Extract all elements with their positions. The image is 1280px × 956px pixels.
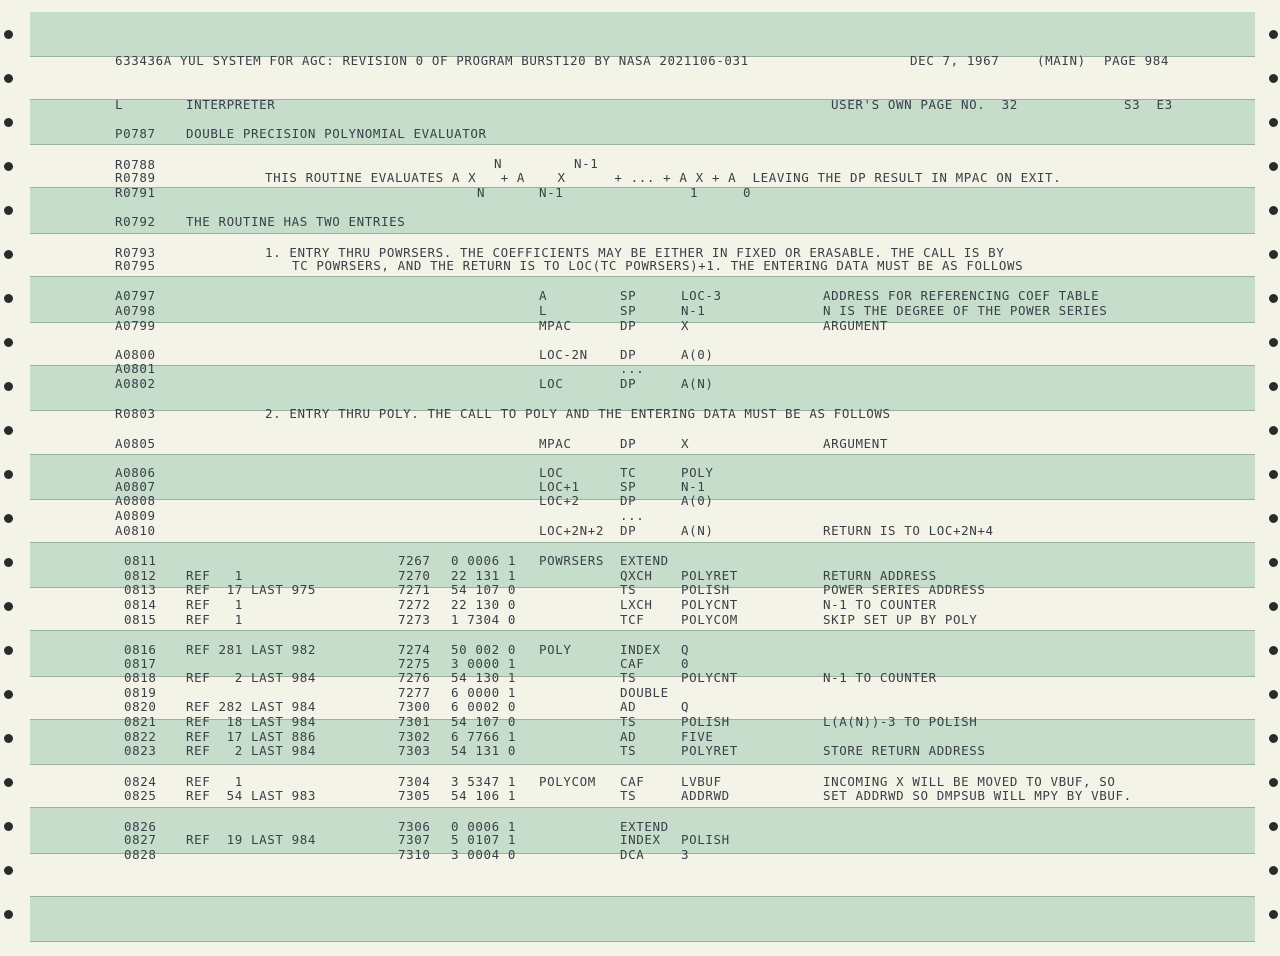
- octal-code-field: 54 107 0: [451, 582, 517, 597]
- opcode-field: TCF: [620, 612, 645, 627]
- address-field: 7303: [398, 743, 431, 758]
- operand-field: 3: [681, 847, 690, 862]
- opcode-field: SP: [620, 288, 637, 303]
- reference-field: REF 17 LAST 886: [186, 729, 317, 744]
- band-rule: [30, 276, 1255, 277]
- operand-field: N-1: [681, 479, 706, 494]
- octal-code-field: 54 106 1: [451, 788, 517, 803]
- address-field: 7275: [398, 656, 431, 671]
- opcode-field: CAF: [620, 656, 645, 671]
- octal-code-field: 3 0000 1: [451, 656, 517, 671]
- octal-code-field: 22 130 0: [451, 597, 517, 612]
- operand-field: Q: [681, 642, 690, 657]
- band-rule: [30, 542, 1255, 543]
- line-number: R0803: [115, 406, 156, 421]
- comment-field: POWER SERIES ADDRESS: [823, 582, 986, 597]
- feed-hole: [4, 74, 13, 83]
- line-number: 0826: [124, 819, 157, 834]
- feed-hole: [1269, 470, 1278, 479]
- opcode-field: DP: [620, 493, 637, 508]
- location-field: POLY: [539, 642, 572, 657]
- feed-hole: [1269, 118, 1278, 127]
- location-field: LOC+1: [539, 479, 580, 494]
- log-code: L: [115, 97, 124, 112]
- line-number: 0817: [124, 656, 157, 671]
- location-field: L: [539, 303, 548, 318]
- reference-field: REF 19 LAST 984: [186, 832, 317, 847]
- operand-field: POLISH: [681, 582, 730, 597]
- line-number: 0811: [124, 553, 157, 568]
- line-number: 0820: [124, 699, 157, 714]
- feed-hole: [1269, 74, 1278, 83]
- reference-field: REF 18 LAST 984: [186, 714, 317, 729]
- feed-hole: [4, 30, 13, 39]
- opcode-field: DP: [620, 523, 637, 538]
- opcode-field: INDEX: [620, 642, 661, 657]
- address-field: 7272: [398, 597, 431, 612]
- address-field: 7273: [398, 612, 431, 627]
- reference-field: REF 17 LAST 975: [186, 582, 317, 597]
- address-field: 7270: [398, 568, 431, 583]
- location-field: LOC: [539, 376, 564, 391]
- header-id-line: 633436A YUL SYSTEM FOR AGC: REVISION 0 OF PROGRAM BURST120 BY NASA 2021106-031: [115, 53, 749, 68]
- operand-field: POLYCNT: [681, 670, 738, 685]
- octal-code-field: 54 130 1: [451, 670, 517, 685]
- feed-hole: [4, 338, 13, 347]
- operand-field: POLYCOM: [681, 612, 738, 627]
- feed-hole: [1269, 294, 1278, 303]
- location-field: POLYCOM: [539, 774, 596, 789]
- opcode-field: TC: [620, 465, 637, 480]
- line-number: 0814: [124, 597, 157, 612]
- green-band: [30, 897, 1255, 941]
- operand-field: POLISH: [681, 714, 730, 729]
- feed-hole: [4, 470, 13, 479]
- line-number: A0810: [115, 523, 156, 538]
- line-number: 0827: [124, 832, 157, 847]
- operand-field: A(N): [681, 376, 714, 391]
- opcode-field: SP: [620, 479, 637, 494]
- comment-field: RETURN ADDRESS: [823, 568, 937, 583]
- octal-code-field: 6 0000 1: [451, 685, 517, 700]
- location-field: LOC-2N: [539, 347, 588, 362]
- octal-code-field: 54 131 0: [451, 743, 517, 758]
- reference-field: REF 1: [186, 568, 243, 583]
- feed-hole: [1269, 558, 1278, 567]
- line-number: A0801: [115, 361, 156, 376]
- remark-text: DOUBLE PRECISION POLYNOMIAL EVALUATOR: [186, 126, 487, 141]
- superscript-n-minus-1: N-1: [574, 156, 599, 171]
- line-number: 0819: [124, 685, 157, 700]
- line-number: A0799: [115, 318, 156, 333]
- band-rule: [30, 499, 1255, 500]
- feed-hole: [1269, 690, 1278, 699]
- octal-code-field: 0 0006 1: [451, 553, 517, 568]
- comment-field: L(A(N))-3 TO POLISH: [823, 714, 978, 729]
- band-rule: [30, 896, 1255, 897]
- log-section: INTERPRETER: [186, 97, 276, 112]
- feed-hole: [4, 514, 13, 523]
- feed-hole: [4, 162, 13, 171]
- location-field: MPAC: [539, 436, 572, 451]
- operand-field: POLYCNT: [681, 597, 738, 612]
- comment-field: SET ADDRWD SO DMPSUB WILL MPY BY VBUF.: [823, 788, 1132, 803]
- address-field: 7310: [398, 847, 431, 862]
- operand-field: LVBUF: [681, 774, 722, 789]
- line-number: A0805: [115, 436, 156, 451]
- feed-hole: [4, 734, 13, 743]
- band-rule: [30, 144, 1255, 145]
- line-number: 0812: [124, 568, 157, 583]
- line-number: A0806: [115, 465, 156, 480]
- line-number: R0791: [115, 185, 156, 200]
- operand-field: Q: [681, 699, 690, 714]
- opcode-field: LXCH: [620, 597, 653, 612]
- feed-hole: [4, 646, 13, 655]
- operand-field: POLYRET: [681, 743, 738, 758]
- opcode-field: DOUBLE: [620, 685, 669, 700]
- comment-field: INCOMING X WILL BE MOVED TO VBUF, SO: [823, 774, 1116, 789]
- operand-field: ADDRWD: [681, 788, 730, 803]
- feed-hole: [4, 250, 13, 259]
- feed-hole: [1269, 162, 1278, 171]
- feed-hole: [1269, 646, 1278, 655]
- operand-field: N-1: [681, 303, 706, 318]
- remark-text: 1. ENTRY THRU POWRSERS. THE COEFFICIENTS MAY BE EITHER IN FIXED OR ERASABLE. THE CALL IS BY: [265, 245, 1005, 260]
- octal-code-field: 0 0006 1: [451, 819, 517, 834]
- operand-field: X: [681, 318, 690, 333]
- operand-field: A(0): [681, 347, 714, 362]
- line-number: 0816: [124, 642, 157, 657]
- line-number: A0802: [115, 376, 156, 391]
- line-number: 0813: [124, 582, 157, 597]
- opcode-field: DCA: [620, 847, 645, 862]
- location-field: LOC+2: [539, 493, 580, 508]
- line-number: A0808: [115, 493, 156, 508]
- location-field: LOC: [539, 465, 564, 480]
- octal-code-field: 6 0002 0: [451, 699, 517, 714]
- remark-text: THIS ROUTINE EVALUATES A X + A X + ... + A X + A LEAVING THE DP RESULT IN MPAC ON EXIT.: [265, 170, 1062, 185]
- octal-code-field: 3 5347 1: [451, 774, 517, 789]
- opcode-field: QXCH: [620, 568, 653, 583]
- feed-hole: [4, 690, 13, 699]
- line-number: A0797: [115, 288, 156, 303]
- opcode-field: AD: [620, 729, 637, 744]
- header-section: (MAIN): [1037, 53, 1086, 68]
- opcode-field: ...: [620, 361, 645, 376]
- feed-hole: [1269, 338, 1278, 347]
- line-number: R0792: [115, 214, 156, 229]
- feed-hole: [4, 118, 13, 127]
- comment-field: N-1 TO COUNTER: [823, 597, 937, 612]
- feed-hole: [1269, 206, 1278, 215]
- feed-hole: [1269, 822, 1278, 831]
- opcode-field: EXTEND: [620, 553, 669, 568]
- feed-hole: [4, 382, 13, 391]
- opcode-field: CAF: [620, 774, 645, 789]
- feed-hole: [1269, 778, 1278, 787]
- remark-text: TC POWRSERS, AND THE RETURN IS TO LOC(TC POWRSERS)+1. THE ENTERING DATA MUST BE AS FOLLOWS: [292, 258, 1024, 273]
- address-field: 7300: [398, 699, 431, 714]
- opcode-field: EXTEND: [620, 819, 669, 834]
- octal-code-field: 6 7766 1: [451, 729, 517, 744]
- feed-hole: [1269, 382, 1278, 391]
- feed-hole: [1269, 250, 1278, 259]
- comment-field: N IS THE DEGREE OF THE POWER SERIES: [823, 303, 1108, 318]
- subscript-n-minus-1: N-1: [539, 185, 564, 200]
- sheet-code: S3 E3: [1124, 97, 1173, 112]
- line-number: P0787: [115, 126, 156, 141]
- location-field: MPAC: [539, 318, 572, 333]
- comment-field: RETURN IS TO LOC+2N+4: [823, 523, 994, 538]
- address-field: 7305: [398, 788, 431, 803]
- line-number: A0800: [115, 347, 156, 362]
- operand-field: POLYRET: [681, 568, 738, 583]
- address-field: 7277: [398, 685, 431, 700]
- line-number: A0798: [115, 303, 156, 318]
- reference-field: REF 282 LAST 984: [186, 699, 317, 714]
- header-date: DEC 7, 1967: [910, 53, 1000, 68]
- operand-field: POLISH: [681, 832, 730, 847]
- user-page-number: USER'S OWN PAGE NO. 32: [831, 97, 1018, 112]
- opcode-field: TS: [620, 670, 637, 685]
- operand-field: LOC-3: [681, 288, 722, 303]
- opcode-field: DP: [620, 318, 637, 333]
- operand-field: POLY: [681, 465, 714, 480]
- octal-code-field: 3 0004 0: [451, 847, 517, 862]
- opcode-field: ...: [620, 508, 645, 523]
- opcode-field: TS: [620, 743, 637, 758]
- band-rule: [30, 941, 1255, 942]
- line-number: R0793: [115, 245, 156, 260]
- address-field: 7267: [398, 553, 431, 568]
- feed-hole: [4, 206, 13, 215]
- line-number: A0807: [115, 479, 156, 494]
- line-number: 0824: [124, 774, 157, 789]
- band-rule: [30, 454, 1255, 455]
- opcode-field: AD: [620, 699, 637, 714]
- line-number: 0822: [124, 729, 157, 744]
- opcode-field: TS: [620, 582, 637, 597]
- reference-field: REF 1: [186, 612, 243, 627]
- address-field: 7306: [398, 819, 431, 834]
- line-number: 0825: [124, 788, 157, 803]
- subscript-one: 1: [690, 185, 699, 200]
- operand-field: FIVE: [681, 729, 714, 744]
- feed-hole: [1269, 866, 1278, 875]
- band-rule: [30, 807, 1255, 808]
- reference-field: REF 2 LAST 984: [186, 670, 317, 685]
- feed-hole: [1269, 734, 1278, 743]
- operand-field: A(0): [681, 493, 714, 508]
- octal-code-field: 54 107 0: [451, 714, 517, 729]
- header-page: PAGE 984: [1104, 53, 1170, 68]
- feed-hole: [1269, 426, 1278, 435]
- line-number: R0788: [115, 157, 156, 172]
- line-number: 0815: [124, 612, 157, 627]
- line-number: 0818: [124, 670, 157, 685]
- green-band: [30, 455, 1255, 499]
- reference-field: REF 281 LAST 982: [186, 642, 317, 657]
- opcode-field: DP: [620, 347, 637, 362]
- line-number: 0828: [124, 847, 157, 862]
- octal-code-field: 22 131 1: [451, 568, 517, 583]
- feed-hole: [1269, 30, 1278, 39]
- opcode-field: SP: [620, 303, 637, 318]
- octal-code-field: 5 0107 1: [451, 832, 517, 847]
- comment-field: ARGUMENT: [823, 318, 889, 333]
- location-field: POWRSERS: [539, 553, 605, 568]
- reference-field: REF 2 LAST 984: [186, 743, 317, 758]
- green-band: [30, 12, 1255, 56]
- comment-field: N-1 TO COUNTER: [823, 670, 937, 685]
- address-field: 7304: [398, 774, 431, 789]
- feed-hole: [1269, 514, 1278, 523]
- feed-hole: [1269, 602, 1278, 611]
- opcode-field: DP: [620, 436, 637, 451]
- address-field: 7301: [398, 714, 431, 729]
- opcode-field: TS: [620, 714, 637, 729]
- line-number: R0789: [115, 170, 156, 185]
- remark-text: 2. ENTRY THRU POLY. THE CALL TO POLY AND THE ENTERING DATA MUST BE AS FOLLOWS: [265, 406, 891, 421]
- line-number: 0823: [124, 743, 157, 758]
- line-number: A0809: [115, 508, 156, 523]
- feed-hole: [4, 866, 13, 875]
- feed-hole: [4, 294, 13, 303]
- address-field: 7271: [398, 582, 431, 597]
- operand-field: X: [681, 436, 690, 451]
- opcode-field: DP: [620, 376, 637, 391]
- reference-field: REF 1: [186, 597, 243, 612]
- subscript-n: N: [477, 185, 486, 200]
- opcode-field: INDEX: [620, 832, 661, 847]
- band-rule: [30, 764, 1255, 765]
- address-field: 7302: [398, 729, 431, 744]
- comment-field: ADDRESS FOR REFERENCING COEF TABLE: [823, 288, 1100, 303]
- band-rule: [30, 630, 1255, 631]
- band-rule: [30, 187, 1255, 188]
- operand-field: A(N): [681, 523, 714, 538]
- feed-hole: [4, 602, 13, 611]
- address-field: 7307: [398, 832, 431, 847]
- address-field: 7274: [398, 642, 431, 657]
- octal-code-field: 50 002 0: [451, 642, 517, 657]
- address-field: 7276: [398, 670, 431, 685]
- band-rule: [30, 322, 1255, 323]
- reference-field: REF 54 LAST 983: [186, 788, 317, 803]
- comment-field: STORE RETURN ADDRESS: [823, 743, 986, 758]
- subscript-zero: 0: [743, 185, 752, 200]
- feed-hole: [4, 778, 13, 787]
- feed-hole: [1269, 910, 1278, 919]
- location-field: LOC+2N+2: [539, 523, 605, 538]
- line-number: 0821: [124, 714, 157, 729]
- feed-hole: [4, 822, 13, 831]
- comment-field: ARGUMENT: [823, 436, 889, 451]
- line-number: R0795: [115, 258, 156, 273]
- opcode-field: TS: [620, 788, 637, 803]
- reference-field: REF 1: [186, 774, 243, 789]
- feed-hole: [4, 558, 13, 567]
- remark-text: THE ROUTINE HAS TWO ENTRIES: [186, 214, 406, 229]
- comment-field: SKIP SET UP BY POLY: [823, 612, 978, 627]
- band-rule: [30, 233, 1255, 234]
- octal-code-field: 1 7304 0: [451, 612, 517, 627]
- operand-field: 0: [681, 656, 690, 671]
- location-field: A: [539, 288, 548, 303]
- feed-hole: [4, 426, 13, 435]
- superscript-n: N: [494, 156, 503, 171]
- feed-hole: [4, 910, 13, 919]
